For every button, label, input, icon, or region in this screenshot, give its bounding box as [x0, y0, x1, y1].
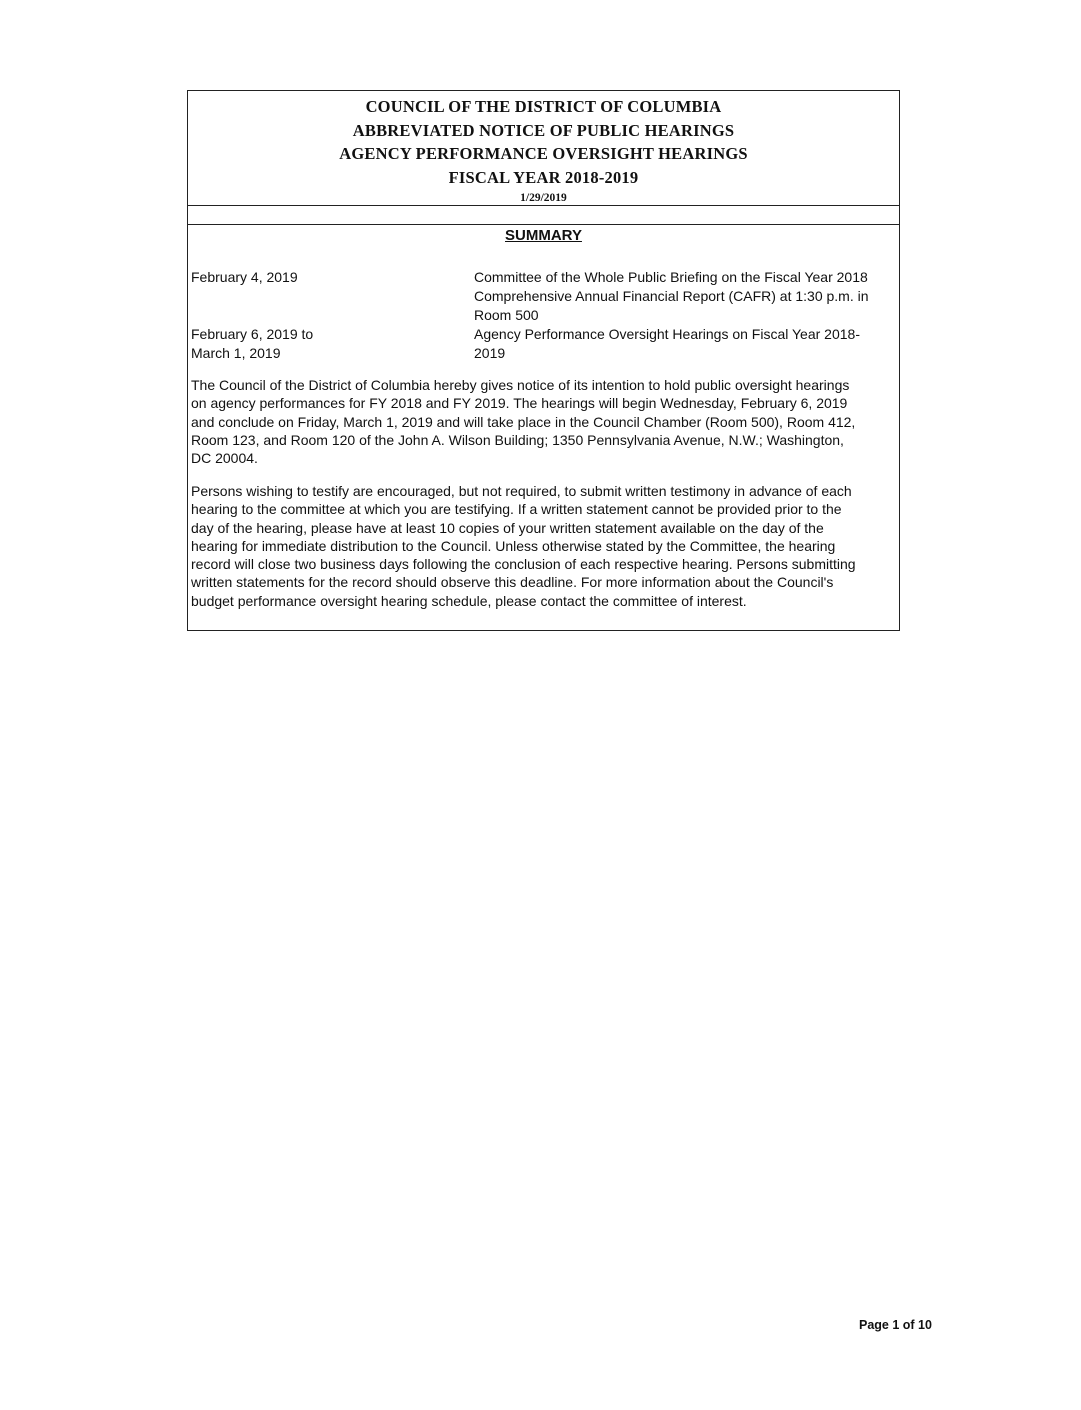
header-line-council: COUNCIL OF THE DISTRICT OF COLUMBIA: [365, 97, 722, 116]
schedule-date: [191, 325, 461, 363]
description-line: Committee of the Whole Public Briefing on the Fiscal Year 2018: [474, 269, 868, 285]
description-line: Agency Performance Oversight Hearings on Fiscal Year 2018-: [474, 326, 860, 342]
paragraph-line: hearing to the committee at which you are testifying. If a written statement cannot be provided prior to the: [191, 501, 842, 518]
date-line: February 6, 2019 to: [191, 326, 314, 342]
paragraph-line: The Council of the District of Columbia hereby gives notice of its intention to hold public oversight hearings: [191, 377, 850, 393]
notice-header: [188, 91, 899, 205]
notice-box: [187, 90, 900, 631]
paragraph-line: DC 20004.: [191, 450, 258, 467]
notice-paragraph: [191, 376, 896, 467]
description-line: Room 500: [474, 307, 539, 323]
paragraph-line: Room 123, and Room 120 of the John A. Wilson Building; 1350 Pennsylvania Avenue, N.W.; Washington,: [191, 431, 844, 448]
header-line-fiscal-year: FISCAL YEAR 2018-2019: [448, 167, 639, 187]
paragraph-line: on agency performances for FY 2018 and FY 2019. The hearings will begin Wednesday, February 6, 2019: [191, 395, 848, 412]
header-date: 1/29/2019: [520, 192, 567, 204]
schedule-date: February 4, 2019: [191, 269, 298, 285]
paragraph-line: day of the hearing, please have at least 10 copies of your written statement available on the day of the: [191, 519, 824, 536]
header-line-hearings: AGENCY PERFORMANCE OVERSIGHT HEARINGS: [339, 144, 748, 163]
description-line: 2019: [474, 345, 506, 361]
paragraph-line: written statements for the record should observe this deadline. For more information about the Council's: [191, 574, 834, 591]
schedule-description: [474, 268, 894, 325]
paragraph-line: and conclude on Friday, March 1, 2019 and will take place in the Council Chamber (Room 500), Room 412,: [191, 413, 856, 430]
date-line: March 1, 2019: [191, 345, 281, 361]
description-line: Comprehensive Annual Financial Report (CAFR) at 1:30 p.m. in: [474, 288, 869, 304]
summary-title: SUMMARY: [505, 227, 582, 244]
page-number: Page 1 of 10: [859, 1318, 932, 1332]
header-line-notice: ABBREVIATED NOTICE OF PUBLIC HEARINGS: [352, 120, 735, 140]
paragraph-line: hearing for immediate distribution to the Council. Unless otherwise stated by the Committee, the hearing: [191, 537, 836, 554]
header-divider-row: [188, 205, 899, 225]
paragraph-line: record will close two business days following the conclusion of each respective hearing. Persons submitting: [191, 556, 856, 573]
schedule-description: [474, 325, 894, 363]
paragraph-line: Persons wishing to testify are encouraged, but not required, to submit written testimony in advance of each: [191, 483, 852, 499]
paragraph-line: budget performance oversight hearing schedule, please contact the committee of interest.: [191, 592, 747, 609]
testimony-paragraph: [191, 482, 896, 610]
